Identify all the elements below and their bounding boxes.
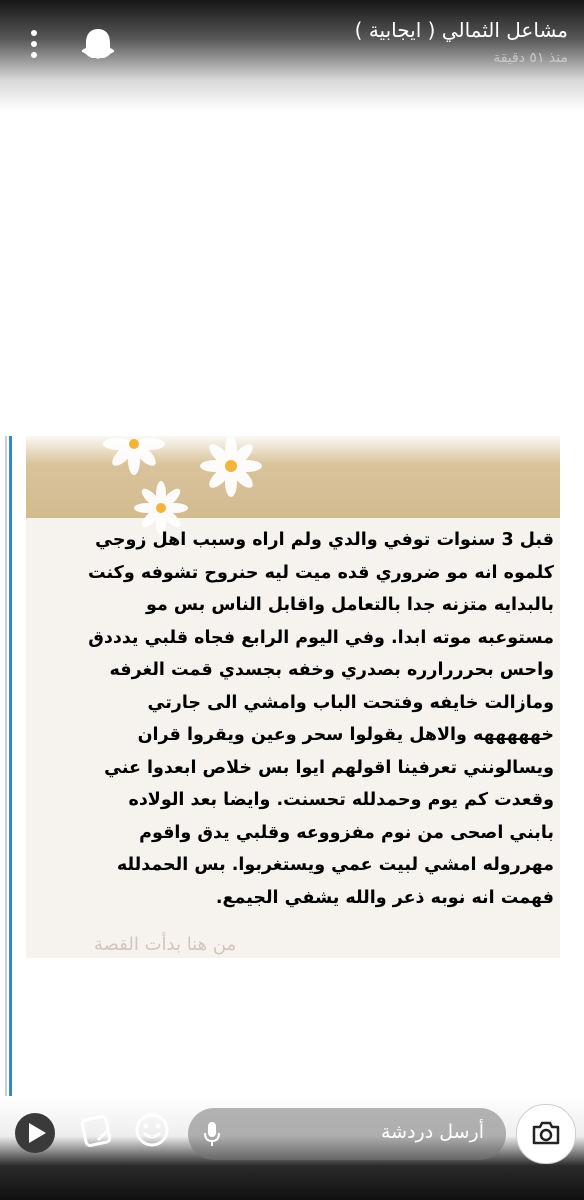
mic-icon[interactable] [202,1120,222,1148]
chat-placeholder: أرسل دردشة [380,1121,484,1143]
ghost-icon[interactable] [78,26,118,62]
daisy-decoration [26,436,560,536]
chat-input[interactable] [188,1108,506,1160]
story-timestamp: منذ ٥١ دقيقة [493,50,568,66]
story-text: قبل 3 سنوات توفي والدي ولم اراه وسبب اهل زوجي كلموه انه مو ضروري قده ميت ليه حنروح تشوفه وكنت بالبدايه متزنه جدا بالتعامل واقابل الناس بس مو مستوعبه موته ابدا. وفي اليوم الرابع فجاه قلبي يدددق واحس بحرررارره بصدري وخفه بجسدي قمت الغرفه ومازالت خايفه وفتحت الباب وامشي الى جارتي خهههههه والاهل يقولوا سحر وعين ويقروا قران ويسالونني تعرفينا اقولهم ايوا بس خلاص ابعدوا عني وقعدت كم يوم وحمدلله تحسنت. وايضا بعد الولاده بابني اصحى من نوم مفزووعه وقلبي يدق واقوم مهرروله امشي لبيت عمي ويستغربوا. بس الحمدلله فهمت انه نوبه ذعر والله يشفي الجيمع. [88,530,554,908]
camera-button[interactable] [516,1104,576,1164]
story-author-title[interactable]: مشاعل الثمالي ( ايجابية ) [354,18,568,42]
faded-caption: من هنا بدأت القصة [94,934,237,955]
left-accent-bar [9,436,12,1096]
sticker-icon[interactable] [76,1110,116,1150]
emoji-icon[interactable] [132,1110,172,1150]
left-scroll-track [5,436,7,1096]
story-image [26,436,560,958]
more-vertical-icon[interactable] [26,26,42,62]
camera-icon [531,1120,561,1146]
play-icon[interactable] [14,1112,56,1154]
